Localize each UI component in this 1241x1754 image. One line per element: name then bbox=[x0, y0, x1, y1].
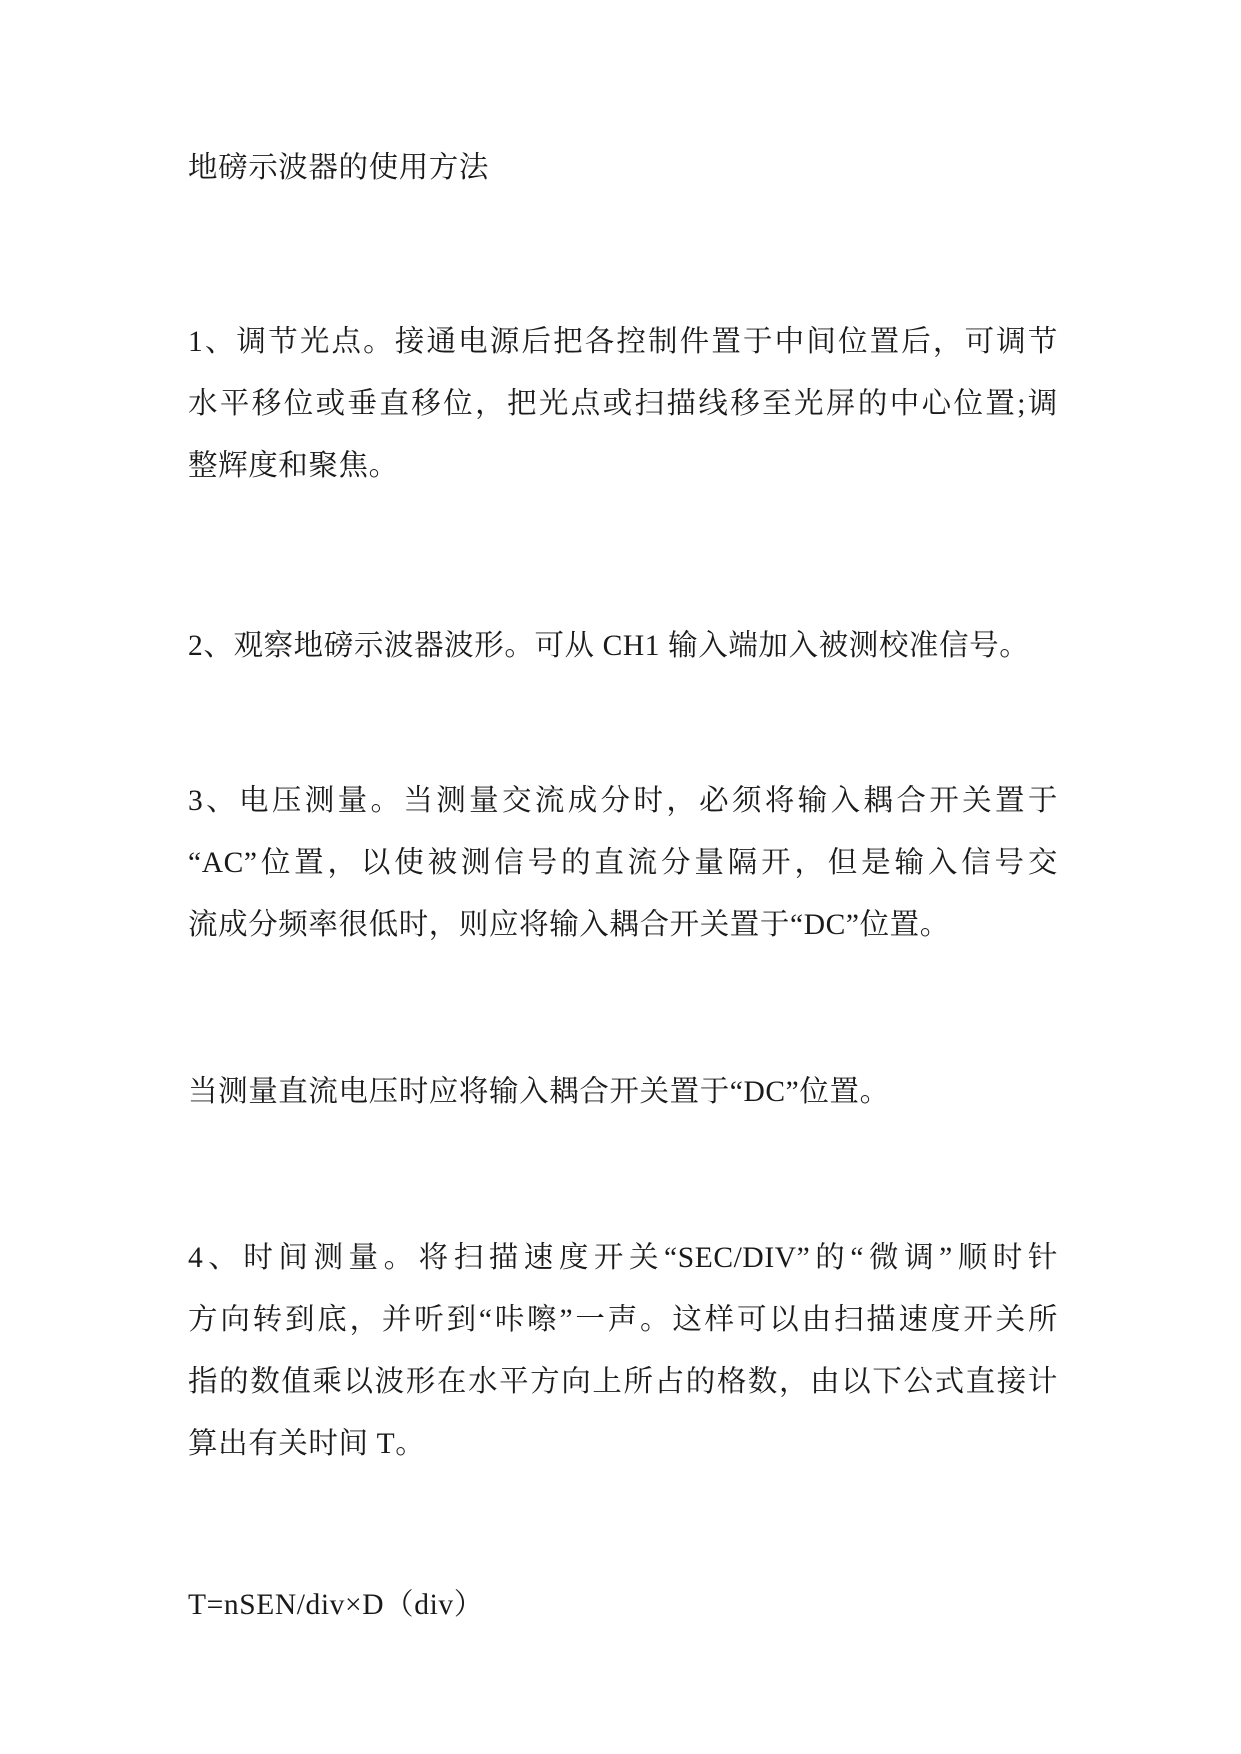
paragraph-4-line-1: 4、时间测量。将扫描速度开关“SEC/DIV”的“微调”顺时针 bbox=[188, 1242, 1058, 1274]
paragraph-3-line-1: 3、电压测量。当测量交流成分时，必须将输入耦合开关置于 bbox=[188, 785, 1058, 817]
paragraph-2-line-1: 2、观察地磅示波器波形。可从 CH1 输入端加入被测校准信号。 bbox=[188, 630, 1030, 662]
paragraph-1-line-3: 整辉度和聚焦。 bbox=[188, 450, 399, 482]
paragraph-3-line-3: 流成分频率很低时，则应将输入耦合开关置于“DC”位置。 bbox=[188, 909, 950, 941]
formula: T=nSEN/div×D（div） bbox=[188, 1589, 484, 1621]
document-title: 地磅示波器的使用方法 bbox=[188, 152, 490, 184]
paragraph-1-line-1: 1、调节光点。接通电源后把各控制件置于中间位置后，可调节 bbox=[188, 326, 1058, 358]
paragraph-4-line-3: 指的数值乘以波形在水平方向上所占的格数，由以下公式直接计 bbox=[188, 1366, 1058, 1398]
paragraph-4-line-2: 方向转到底，并听到“咔嚓”一声。这样可以由扫描速度开关所 bbox=[188, 1304, 1058, 1336]
paragraph-3-line-2: “AC”位置，以使被测信号的直流分量隔开，但是输入信号交 bbox=[188, 847, 1058, 879]
paragraph-4-line-4: 算出有关时间 T。 bbox=[188, 1428, 426, 1460]
paragraph-1-line-2: 水平移位或垂直移位，把光点或扫描线移至光屏的中心位置;调 bbox=[188, 388, 1058, 420]
paragraph-3b-line-1: 当测量直流电压时应将输入耦合开关置于“DC”位置。 bbox=[188, 1076, 890, 1108]
